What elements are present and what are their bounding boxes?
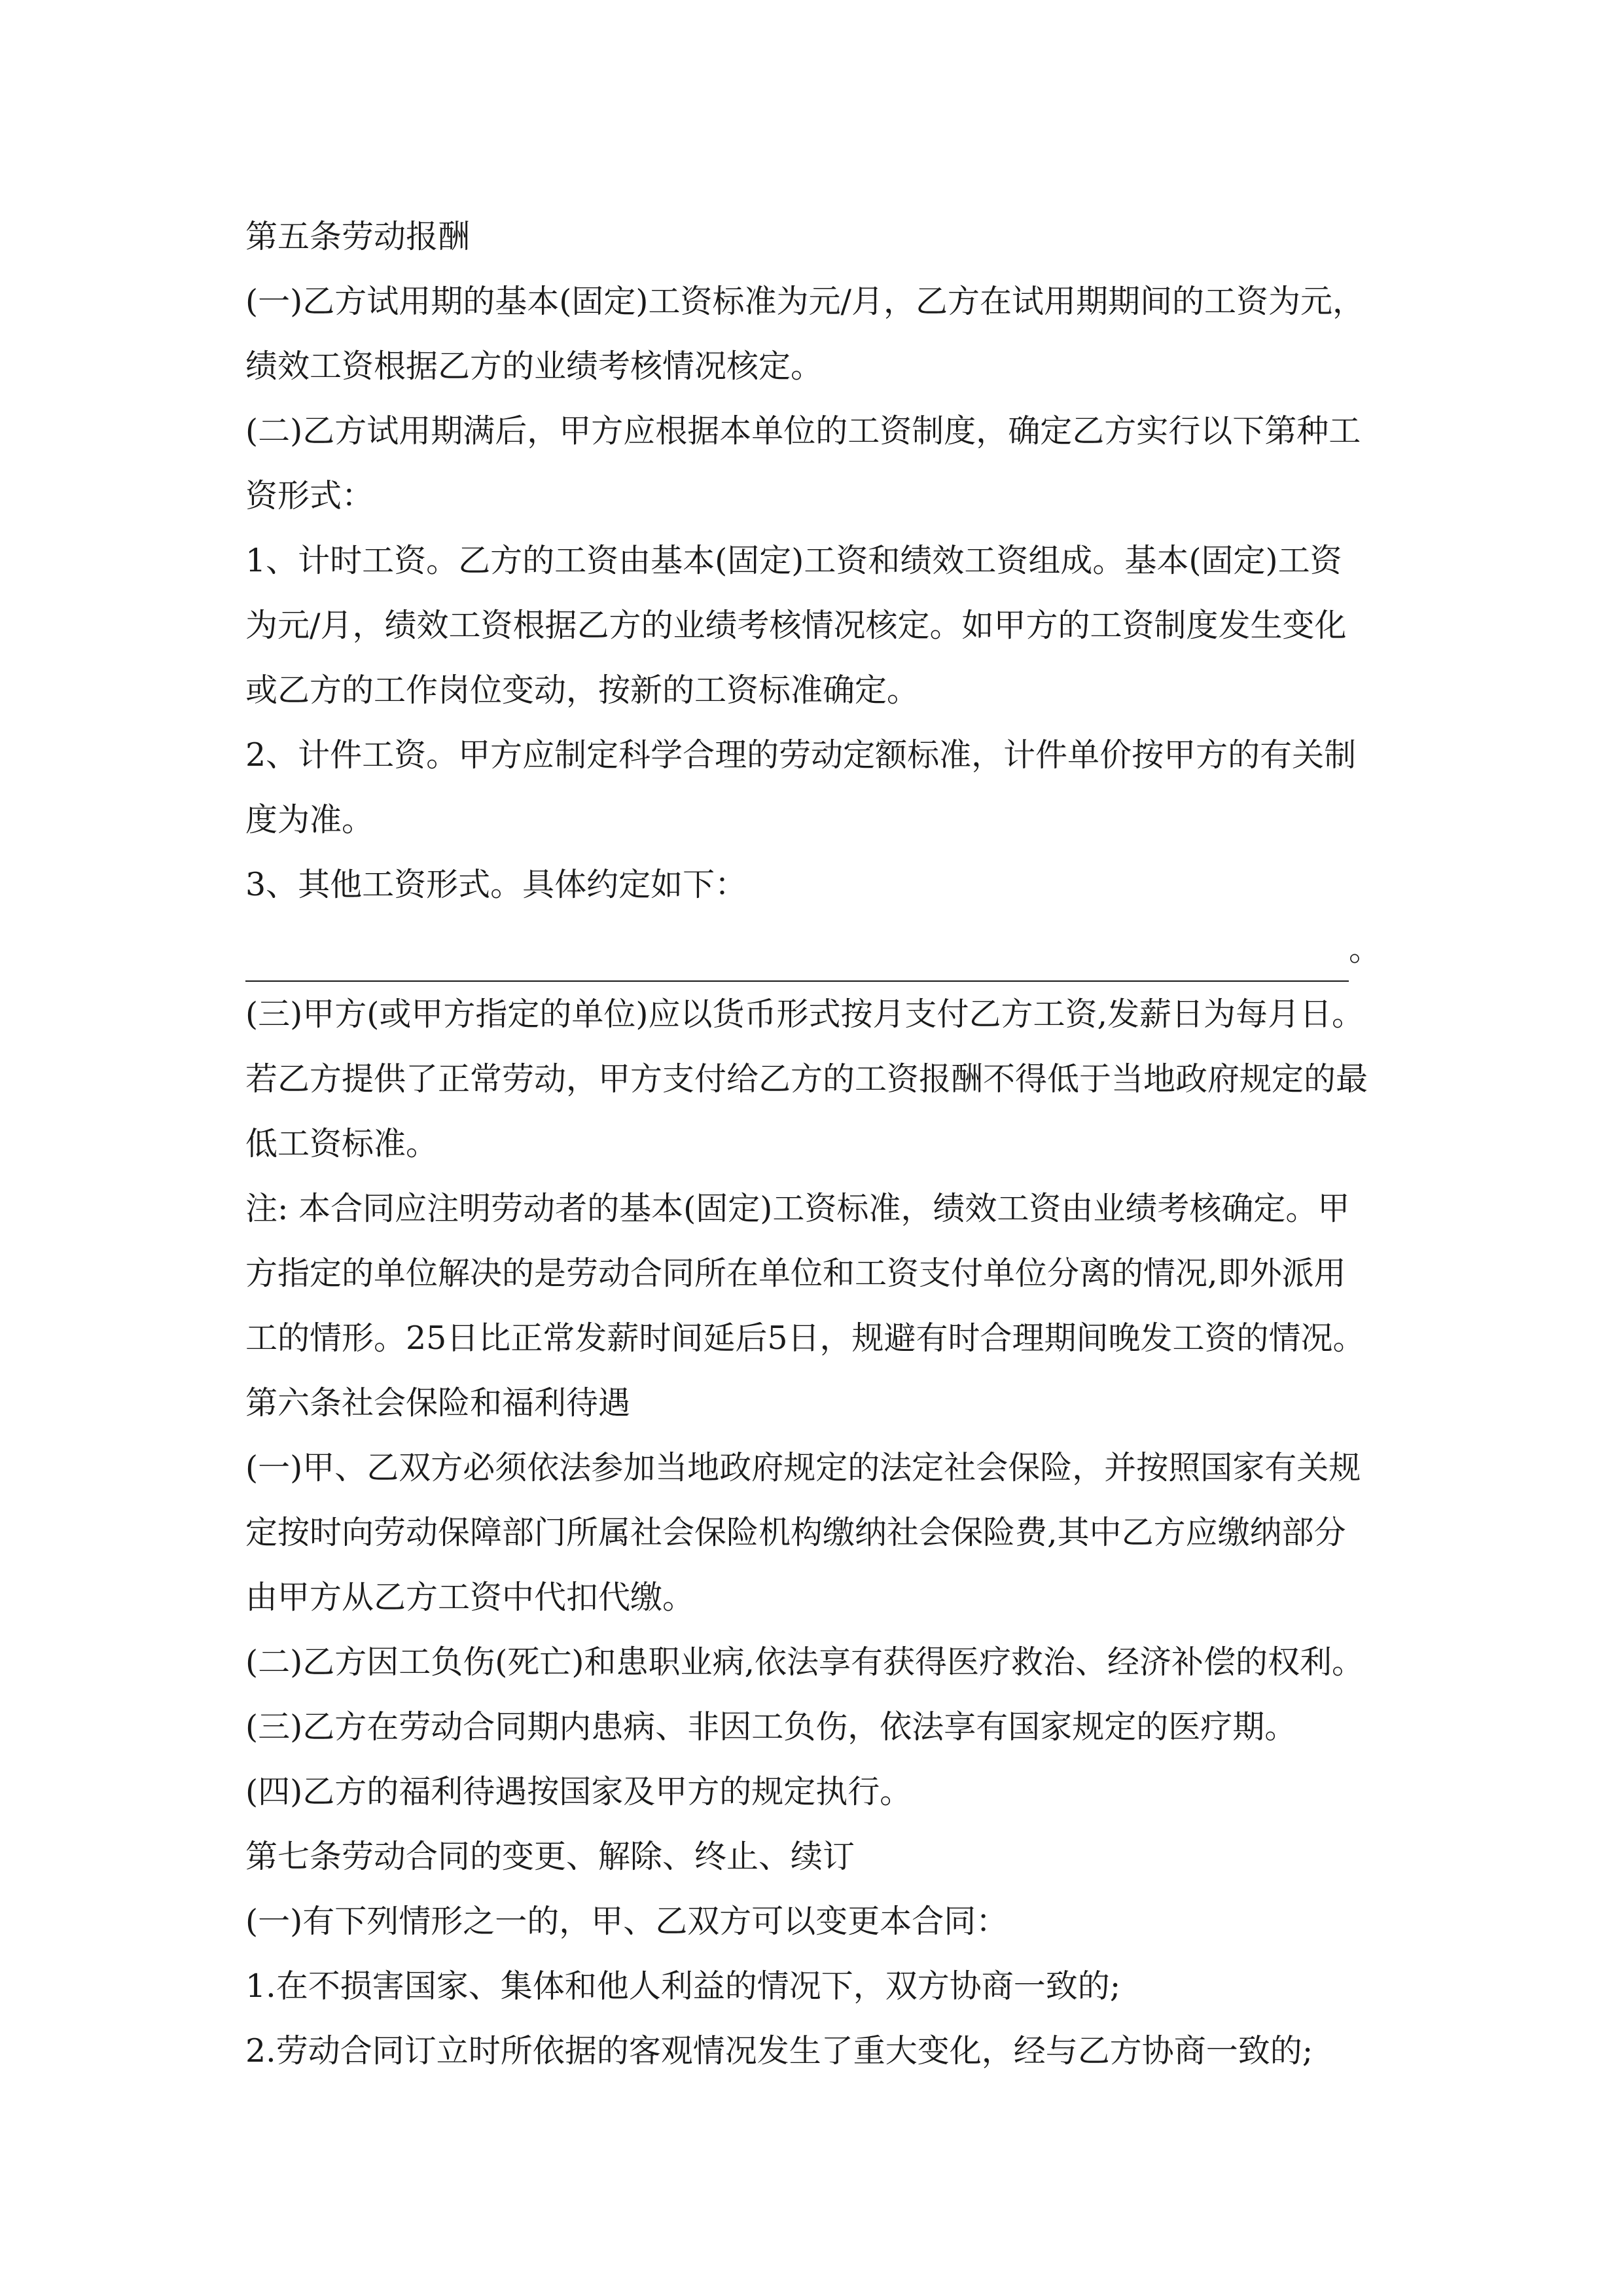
note-line: 注: 本合同应注明劳动者的基本(固定)工资标准，绩效工资由业绩考核确定。甲 [245,1190,1350,1227]
text-line: (二)乙方试用期满后，甲方应根据本单位的工资制度，确定乙方实行以下第种工 [245,412,1361,450]
text-line: 1、计时工资。乙方的工资由基本(固定)工资和绩效工资组成。基本(固定)工资 [245,542,1342,579]
text-line: 2.劳动合同订立时所依据的客观情况发生了重大变化，经与乙方协商一致的; [245,2032,1313,2070]
text-line: (一)乙方试用期的基本(固定)工资标准为元/月，乙方在试用期期间的工资为元， [245,283,1364,320]
section-heading-article-7: 第七条劳动合同的变更、解除、终止、续订 [245,1838,855,1875]
section-heading-article-6: 第六条社会保险和福利待遇 [245,1384,631,1422]
blank-underline [245,936,1349,982]
text-line: 度为准。 [245,801,374,838]
text-line: (三)乙方在劳动合同期内患病、非因工负伤，依法享有国家规定的医疗期。 [245,1708,1297,1746]
text-line: (一)有下列情形之一的，甲、乙双方可以变更本合同： [245,1903,1008,1940]
text-line: 3、其他工资形式。具体约定如下： [245,866,747,903]
text-line: 为元/月，绩效工资根据乙方的业绩考核情况核定。如甲方的工资制度发生变化 [245,607,1347,644]
text-line: 绩效工资根据乙方的业绩考核情况核定。 [245,348,823,385]
text-line: (四)乙方的福利待遇按国家及甲方的规定执行。 [245,1773,912,1810]
text-line: 定按时向劳动保障部门所属社会保险机构缴纳社会保险费,其中乙方应缴纳部分 [245,1514,1346,1551]
section-heading-article-5: 第五条劳动报酬 [245,218,471,255]
fill-in-blank-line [245,917,1381,982]
text-line: (三)甲方(或甲方指定的单位)应以货币形式按月支付乙方工资,发薪日为每月日。 [245,996,1364,1033]
text-line: 1.在不损害国家、集体和他人利益的情况下，双方协商一致的; [245,1967,1121,2005]
text-line: 资形式： [245,477,374,514]
text-line: 或乙方的工作岗位变动，按新的工资标准确定。 [245,672,919,709]
text-line: (一)甲、乙双方必须依法参加当地政府规定的法定社会保险，并按照国家有关规 [245,1449,1361,1486]
note-line: 工的情形。25日比正常发薪时间延后5日，规避有时合理期间晚发工资的情况。 [245,1319,1365,1357]
text-line: (二)乙方因工负伤(死亡)和患职业病,依法享有获得医疗救治、经济补偿的权利。 [245,1643,1364,1681]
note-line: 方指定的单位解决的是劳动合同所在单位和工资支付单位分离的情况,即外派用 [245,1255,1346,1292]
document-body [245,204,1381,2083]
text-line: 由甲方从乙方工资中代扣代缴。 [245,1579,695,1616]
text-line: 若乙方提供了正常劳动，甲方支付给乙方的工资报酬不得低于当地政府规定的最 [245,1060,1368,1098]
text-line: 低工资标准。 [245,1125,438,1162]
text-line: 2、计件工资。甲方应制定科学合理的劳动定额标准，计件单价按甲方的有关制 [245,736,1357,774]
blank-line-period: 。 [1348,931,1381,968]
